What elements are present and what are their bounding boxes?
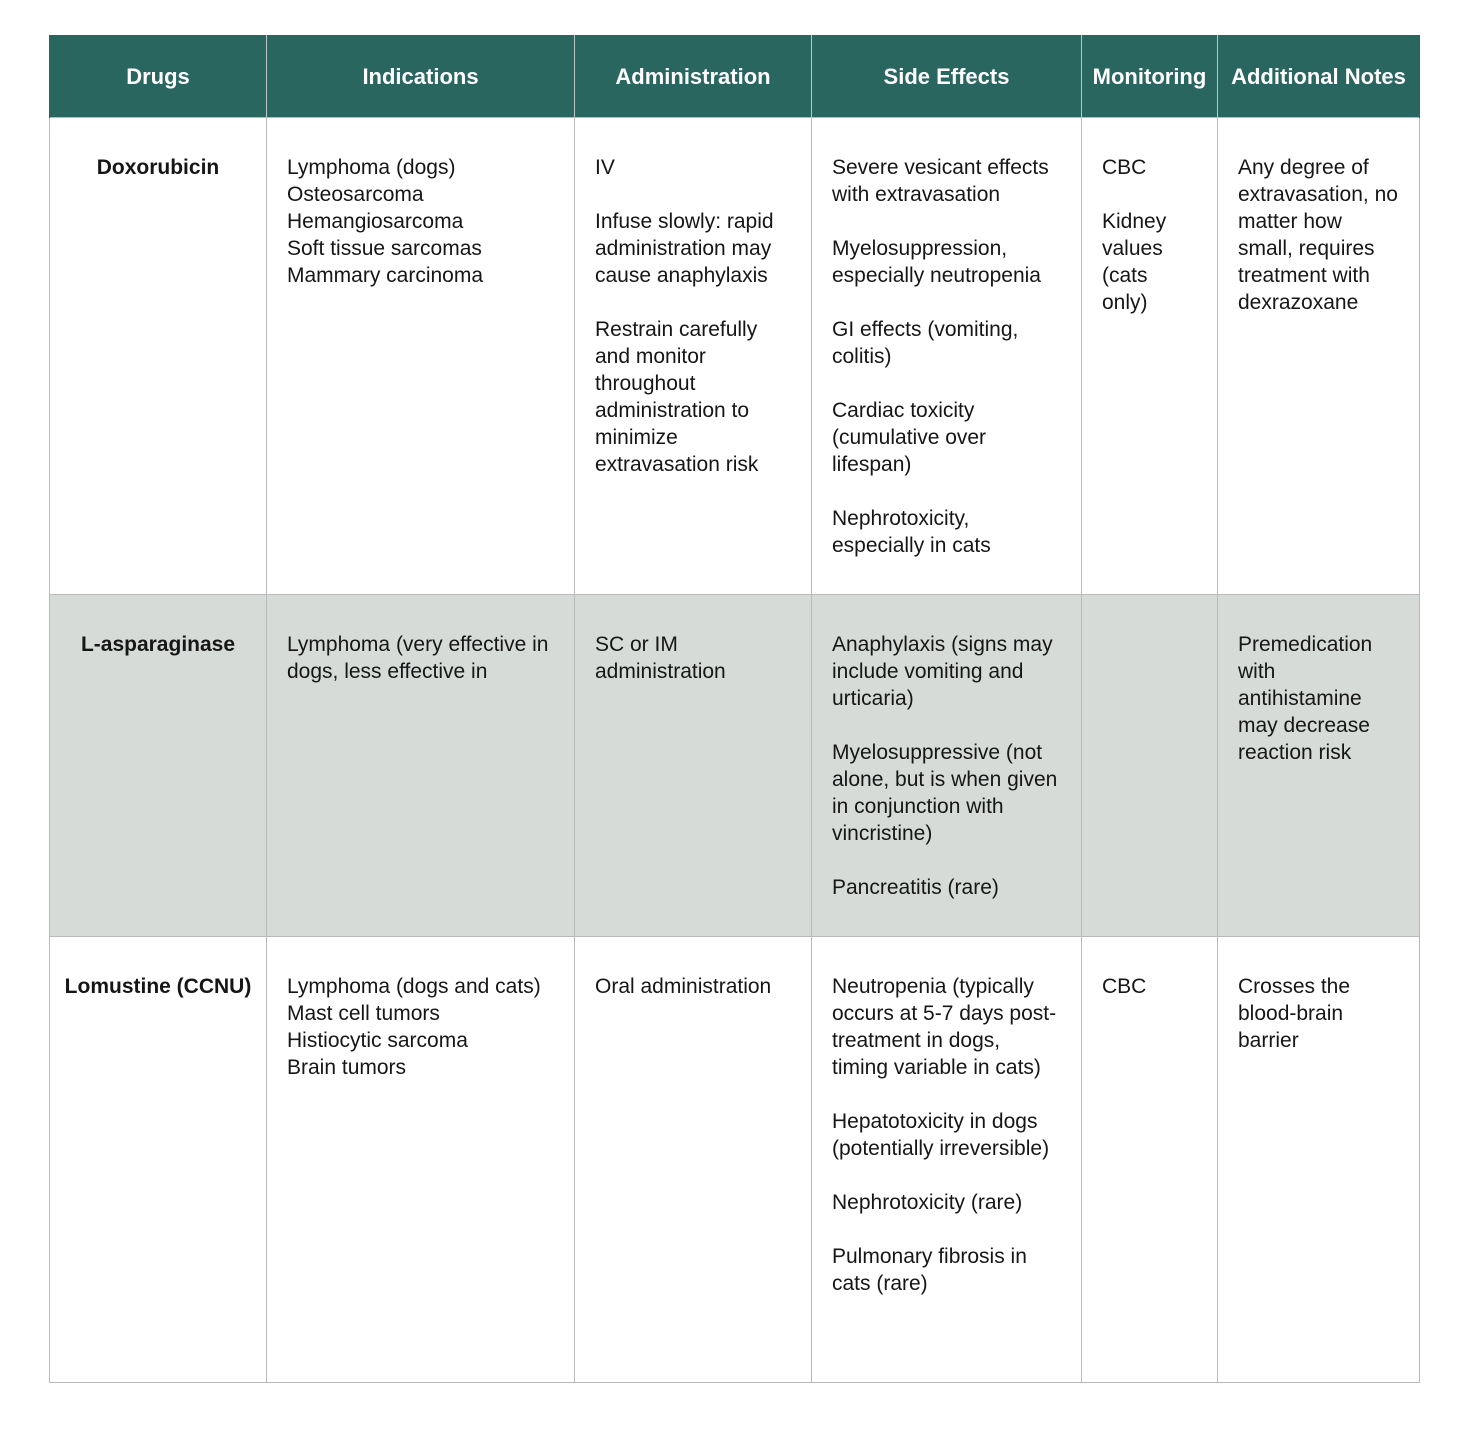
monitoring-cell [1082, 118, 1218, 595]
side-effect-item: GI effects (vomiting, colitis) [832, 318, 1019, 368]
side-effect-item: Pulmonary fibrosis in cats (rare) [832, 1245, 1027, 1295]
header-additional-notes: Additional Notes [1218, 35, 1420, 118]
note-item: Any degree of extravasation, no matter how small, requires treatment with dexrazoxane [1238, 156, 1398, 314]
indication-item: Lymphoma (dogs and cats) [287, 975, 541, 998]
indications-cell [267, 595, 575, 937]
note-item: Premedication with antihistamine may decrease reaction risk [1238, 633, 1373, 764]
side-effect-item: Neutropenia (typically occurs at 5-7 days post-treatment in dogs, timing variable in cats) [832, 975, 1057, 1079]
indications-cell [267, 937, 575, 1383]
side-effect-item: Anaphylaxis (signs may include vomiting and urticaria) [832, 633, 1053, 710]
administration-item: Restrain carefully and monitor throughout administration to minimize extravasation risk [595, 318, 759, 476]
drug-name: Lomustine (CCNU) [50, 937, 267, 1383]
side-effect-item: Myelosuppression, especially neutropenia [832, 237, 1041, 287]
side-effects-cell [812, 595, 1082, 937]
notes-cell [1218, 595, 1420, 937]
notes-cell [1218, 118, 1420, 595]
side-effect-item: Pancreatitis (rare) [832, 876, 999, 899]
indication-item: Histiocytic sarcoma [287, 1029, 468, 1052]
monitoring-item: CBC [1102, 156, 1147, 179]
header-monitoring: Monitoring [1082, 35, 1218, 118]
notes-cell [1218, 937, 1420, 1383]
indication-item: Osteosarcoma [287, 183, 424, 206]
administration-cell [575, 595, 812, 937]
indication-item: Mammary carcinoma [287, 264, 484, 287]
monitoring-cell [1082, 937, 1218, 1383]
drug-name: Doxorubicin [50, 118, 267, 595]
indication-item: Soft tissue sarcomas [287, 237, 482, 260]
side-effects-cell [812, 118, 1082, 595]
note-item: Crosses the blood-brain barrier [1238, 975, 1351, 1052]
header-indications: Indications [267, 35, 575, 118]
side-effect-item: Cardiac toxicity (cumulative over lifespan) [832, 399, 987, 476]
side-effect-item: Myelosuppressive (not alone, but is when given in conjunction with vincristine) [832, 741, 1058, 845]
indication-item: Mast cell tumors [287, 1002, 440, 1025]
monitoring-item: CBC [1102, 975, 1147, 998]
drug-table [49, 35, 1420, 1383]
table-row [50, 937, 1420, 1383]
header-administration: Administration [575, 35, 812, 118]
side-effect-item: Nephrotoxicity, especially in cats [832, 507, 991, 557]
drug-name: L-asparaginase [50, 595, 267, 937]
administration-cell [575, 937, 812, 1383]
indication-item: Lymphoma (dogs) [287, 156, 456, 179]
administration-item: Oral administration [595, 975, 772, 998]
header-side-effects: Side Effects [812, 35, 1082, 118]
administration-item: IV [595, 156, 615, 179]
header-drugs: Drugs [50, 35, 267, 118]
table-row [50, 118, 1420, 595]
administration-item: SC or IM administration [595, 633, 726, 683]
administration-item: Infuse slowly: rapid administration may cause anaphylaxis [595, 210, 774, 287]
side-effect-item: Hepatotoxicity in dogs (potentially irreversible) [832, 1110, 1050, 1160]
indications-cell [267, 118, 575, 595]
indication-item: Brain tumors [287, 1056, 407, 1079]
side-effect-item: Nephrotoxicity (rare) [832, 1191, 1023, 1214]
administration-cell [575, 118, 812, 595]
side-effects-cell [812, 937, 1082, 1383]
monitoring-item: Kidney values (cats only) [1102, 210, 1167, 314]
table-row [50, 595, 1420, 937]
indication-item: Lymphoma (very effective in dogs, less effective in [287, 633, 549, 683]
side-effect-item: Severe vesicant effects with extravasation [832, 156, 1049, 206]
header-row [50, 35, 1420, 118]
indication-item: Hemangiosarcoma [287, 210, 464, 233]
monitoring-cell [1082, 595, 1218, 937]
